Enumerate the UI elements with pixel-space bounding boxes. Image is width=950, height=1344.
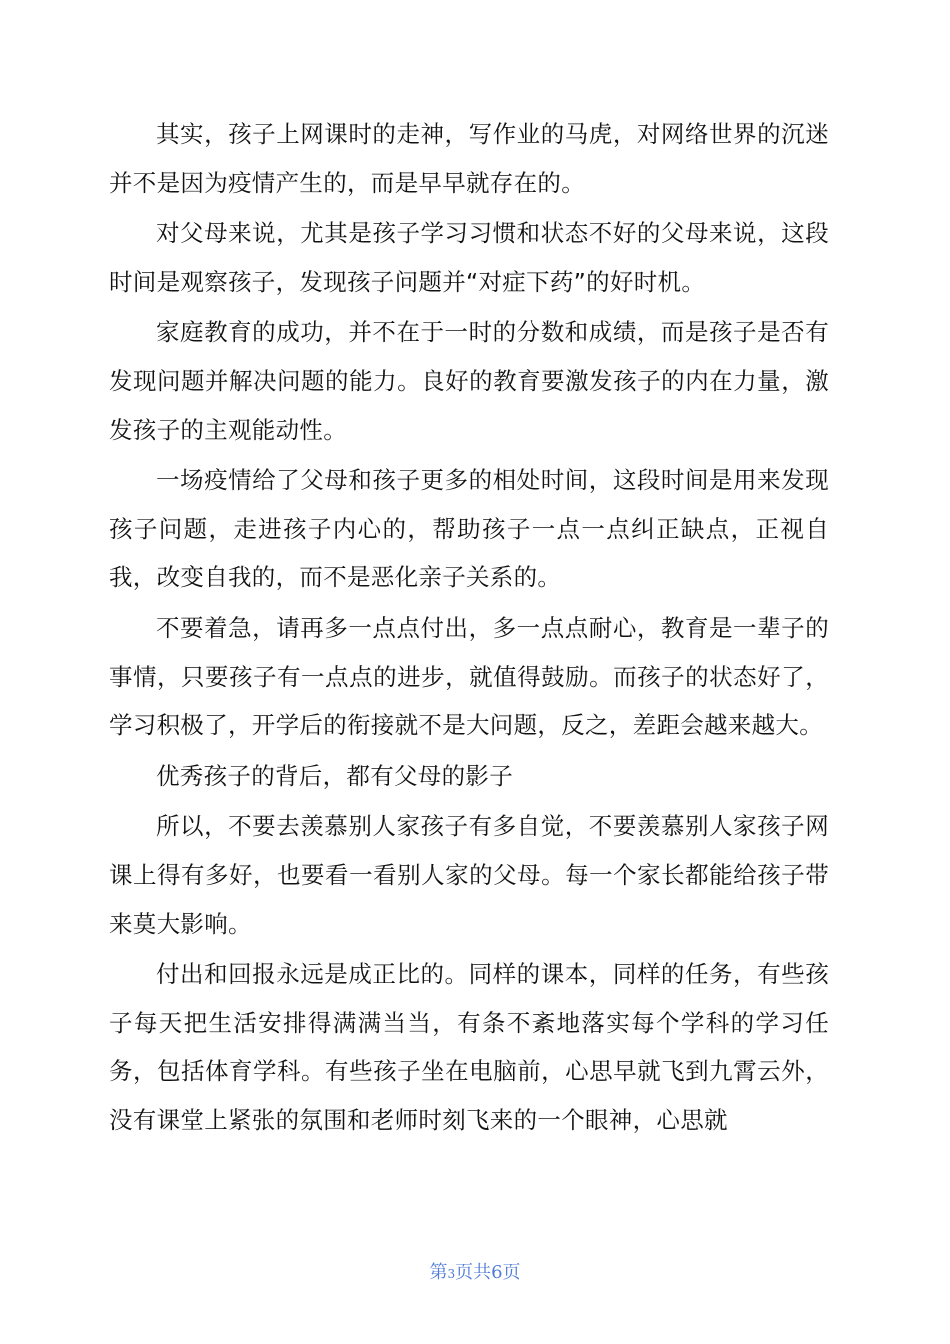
paragraph-2: 对父母来说，尤其是孩子学习习惯和状态不好的父母来说，这段时间是观察孩子，发现孩子问题并“对症下药”的好时机。 — [109, 219, 829, 296]
footer-middle: 页共 — [455, 1262, 492, 1283]
footer-prefix: 第 — [429, 1262, 448, 1283]
footer-total-pages: 6 — [491, 1262, 503, 1283]
paragraph-5: 不要着急，请再多一点点付出，多一点点耐心，教育是一辈子的事情，只要孩子有一点点的进步，就值得鼓励。而孩子的状态好了，学习积极了，开学后的衔接就不是大问题，反之，差距会越来越大。 — [109, 613, 829, 740]
footer-page-number: 3 — [447, 1267, 456, 1281]
footer-suffix: 页 — [502, 1262, 521, 1283]
paragraph-3: 家庭教育的成功，并不在于一时的分数和成绩，而是孩子是否有发现问题并解决问题的能力。良好的教育要激发孩子的内在力量，激发孩子的主观能动性。 — [109, 318, 829, 444]
document-body — [109, 110, 829, 1146]
section-heading: 优秀孩子的背后，都有父母的影子 — [156, 761, 513, 790]
paragraph-7: 付出和回报永远是成正比的。同样的课本，同样的任务，有些孩子每天把生活安排得满满当当，有条不紊地落实每个学科的学习任务，包括体育学科。有些孩子坐在电脑前，心思早就飞到九霄云外，没有课堂上紧张的氛围和老师时刻飞来的一个眼神，心思就 — [109, 960, 829, 1134]
paragraph-6: 所以，不要去羡慕别人家孩子有多自觉，不要羡慕别人家孩子网课上得有多好，也要看一看别人家的父母。每一个家长都能给孩子带来莫大影响。 — [109, 812, 829, 938]
page-footer — [0, 1258, 950, 1284]
paragraph-4: 一场疫情给了父母和孩子更多的相处时间，这段时间是用来发现孩子问题，走进孩子内心的，帮助孩子一点一点纠正缺点，正视自我，改变自我的，而不是恶化亲子关系的。 — [109, 466, 829, 592]
paragraph-1: 其实，孩子上网课时的走神，写作业的马虎，对网络世界的沉迷并不是因为疫情产生的，而是早早就存在的。 — [109, 120, 829, 197]
